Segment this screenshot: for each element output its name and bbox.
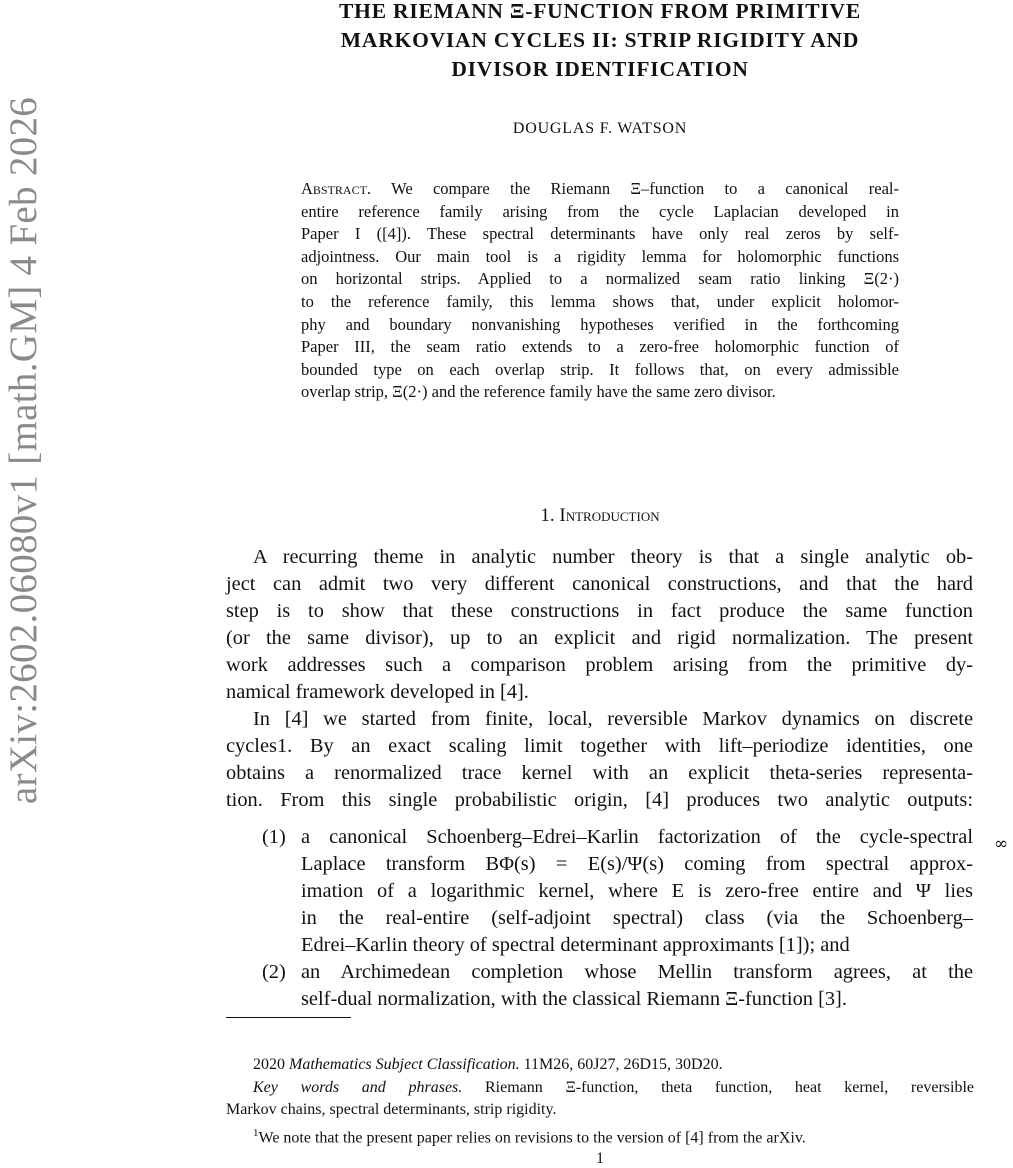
list-item-line: Edrei–Karlin theory of spectral determinant approximants [1]); and — [301, 934, 850, 956]
list-item — [226, 824, 973, 959]
paragraph-line: A recurring theme in analytic number theory is that a single analytic ob- — [253, 546, 973, 568]
abstract — [301, 178, 899, 404]
keywords-footnote-continued: Markov chains, spectral determinants, strip rigidity. — [226, 1101, 557, 1118]
list-item-line: in the real-entire (self-adjoint spectral) class (via the Schoenberg– — [301, 907, 973, 929]
section-title: Introduction — [559, 505, 660, 526]
keywords-footnote: Key words and phrases. Riemann Ξ-function, theta function, heat kernel, reversible — [253, 1078, 975, 1096]
abstract-line: on horizontal strips. Applied to a normalized seam ratio linking Ξ(2·) — [301, 269, 899, 289]
paragraph-line: In [4] we started from finite, local, reversible Markov dynamics on discrete — [253, 708, 973, 730]
title-line-3: DIVISOR IDENTIFICATION — [451, 57, 749, 81]
msc-footnote: 2020 Mathematics Subject Classification. 11M26, 60J27, 26D15, 30D20. — [253, 1056, 723, 1073]
section-number: 1. — [540, 505, 555, 526]
paper-title — [240, 0, 960, 84]
paragraph-line: step is to show that these constructions in fact produce the same function — [226, 600, 973, 622]
paragraph-line: cycles1. By an exact scaling limit together with lift–periodize identities, one — [226, 735, 973, 757]
section-heading-introduction — [400, 505, 800, 527]
abstract-line: Paper I ([4]). These spectral determinants have only real zeros by self- — [301, 224, 899, 244]
abstract-line: Paper III, the seam ratio extends to a zero-free holomorphic function of — [301, 337, 899, 357]
footnote-1: $^1$We note that the present paper relies on revisions to the version of [4] from the arXiv. — [253, 1126, 806, 1146]
abstract-line: overlap strip, Ξ(2·) and the reference family have the same zero divisor. — [301, 382, 776, 402]
list-item — [226, 959, 973, 1013]
abstract-line: Abstract. We compare the Riemann Ξ–function to a canonical real- — [301, 179, 900, 198]
abstract-label: Abstract. — [301, 179, 372, 198]
title-line-1: THE RIEMANN Ξ-FUNCTION FROM PRIMITIVE — [339, 0, 861, 23]
page-number: 1 — [596, 1150, 604, 1167]
arxiv-sidebar-stamp — [2, 0, 46, 900]
list-item-line: imation of a logarithmic kernel, where E is zero-free entire and Ψ lies — [301, 880, 973, 902]
abstract-line: adjointness. Our main tool is a rigidity lemma for holomorphic functions — [301, 246, 899, 266]
paragraph-line: ject can admit two very different canonical constructions, and that the hard — [226, 573, 973, 595]
abstract-line: entire reference family arising from the cycle Laplacian developed in — [301, 201, 899, 221]
paragraph-line: namical framework developed in [4]. — [226, 681, 529, 703]
abstract-line: to the reference family, this lemma shows that, under explicit holomor- — [301, 291, 899, 311]
list-item-number: (2) — [262, 961, 286, 983]
paragraph-line: (or the same divisor), up to an explicit and rigid normalization. The present — [226, 627, 973, 649]
list-item-line: Laplace transform BΦ(s) = E(s)/Ψ(s) coming from spectral approx- — [301, 853, 973, 875]
list-item-number: (1) — [262, 826, 286, 848]
footnote-rule — [226, 1017, 351, 1018]
paragraph-line: work addresses such a comparison problem arising from the primitive dy- — [226, 654, 973, 676]
list-item-line: self-dual normalization, with the classical Riemann Ξ-function [3]. — [301, 988, 847, 1010]
arxiv-identifier: arXiv:2602.06080v1 [math.GM] 4 Feb 2026 — [2, 96, 46, 804]
paragraph-line: obtains a renormalized trace kernel with an explicit theta-series representa- — [226, 762, 973, 784]
introduction-body — [226, 544, 973, 814]
author-name: DOUGLAS F. WATSON — [512, 120, 688, 137]
outputs-list — [226, 824, 973, 1013]
paragraph-line: tion. From this single probabilistic origin, [4] produces two analytic outputs: — [226, 789, 973, 811]
title-line-2: MARKOVIAN CYCLES II: STRIP RIGIDITY AND — [340, 28, 860, 52]
list-item-line: a canonical Schoenberg–Edrei–Karlin factorization of the cycle-spectral — [301, 826, 973, 848]
footnotes — [226, 1054, 974, 1149]
overflow-infinity-symbol: ∞ — [994, 834, 1009, 854]
abstract-line: phy and boundary nonvanishing hypotheses verified in the forthcoming — [301, 314, 899, 334]
abstract-line: bounded type on each overlap strip. It follows that, on every admissible — [301, 359, 899, 379]
list-item-line: an Archimedean completion whose Mellin transform agrees, at the — [301, 961, 973, 983]
